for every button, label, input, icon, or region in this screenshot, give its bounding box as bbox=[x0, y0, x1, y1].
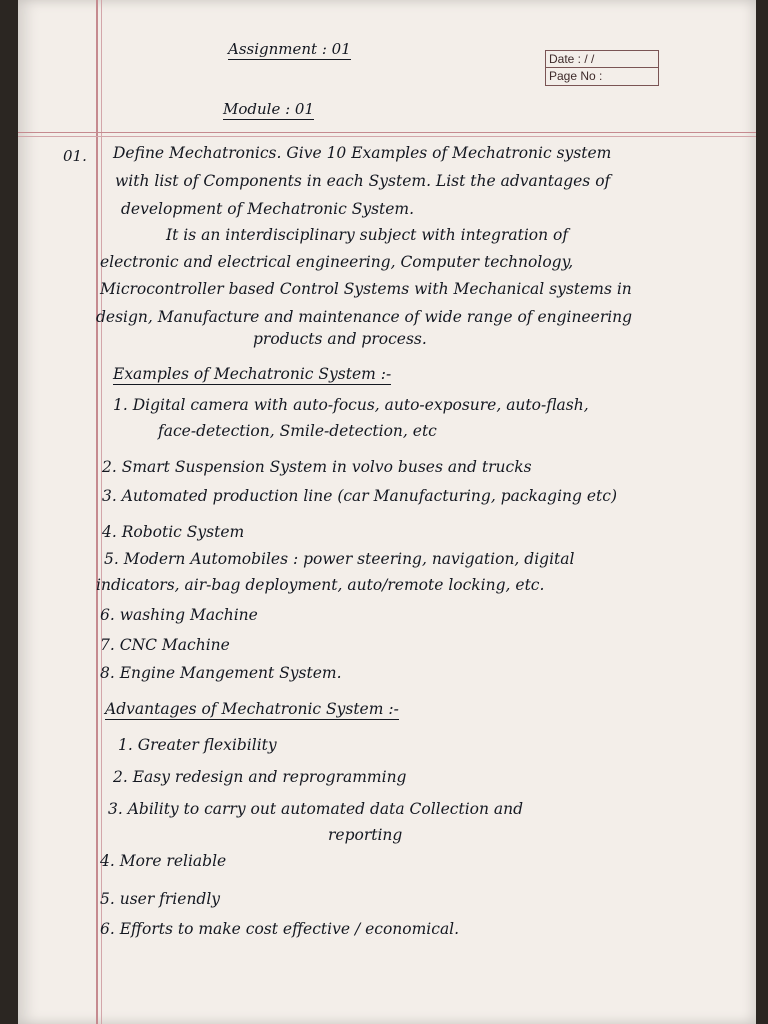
question-line: development of Mechatronic System. bbox=[121, 200, 415, 218]
advantage-item: 1. Greater flexibility bbox=[118, 736, 277, 754]
answer-line: electronic and electrical engineering, Computer technology, bbox=[100, 253, 574, 271]
module-title: Module : 01 bbox=[223, 100, 315, 118]
answer-line: design, Manufacture and maintenance of wide range of engineering bbox=[96, 308, 633, 326]
question-line: Define Mechatronics. Give 10 Examples of Mechatronic system bbox=[113, 144, 612, 162]
advantage-item: 3. Ability to carry out automated data Collection and bbox=[108, 800, 524, 818]
example-item: 4. Robotic System bbox=[102, 523, 245, 541]
advantage-item: 6. Efforts to make cost effective / economical. bbox=[100, 920, 460, 938]
example-item: 3. Automated production line (car Manufacturing, packaging etc) bbox=[102, 487, 618, 505]
example-item: 6. washing Machine bbox=[100, 606, 258, 624]
advantage-item: 4. More reliable bbox=[100, 852, 227, 870]
advantage-item: 5. user friendly bbox=[100, 890, 221, 908]
margin-line-inner bbox=[101, 0, 102, 1024]
example-item: 7. CNC Machine bbox=[100, 636, 230, 654]
advantage-item: reporting bbox=[328, 826, 403, 844]
assignment-title: Assignment : 01 bbox=[228, 40, 351, 58]
example-item: 8. Engine Mangement System. bbox=[100, 664, 342, 682]
advantages-heading: Advantages of Mechatronic System :- bbox=[105, 700, 399, 718]
example-item: 5. Modern Automobiles : power steering, navigation, digital bbox=[104, 550, 575, 568]
question-number: 01. bbox=[63, 147, 87, 165]
date-box bbox=[545, 50, 659, 86]
top-rule-inner bbox=[18, 136, 756, 137]
answer-line: Microcontroller based Control Systems with Mechanical systems in bbox=[100, 280, 632, 298]
question-line: with list of Components in each System. List the advantages of bbox=[115, 172, 611, 190]
example-item: 1. Digital camera with auto-focus, auto-exposure, auto-flash, bbox=[113, 396, 589, 414]
answer-line: It is an interdisciplinary subject with integration of bbox=[166, 226, 569, 244]
advantage-item: 2. Easy redesign and reprogramming bbox=[113, 768, 407, 786]
example-item: indicators, air-bag deployment, auto/remote locking, etc. bbox=[96, 576, 545, 594]
date-label: Date : / / bbox=[546, 51, 658, 68]
page-number-label: Page No : bbox=[549, 69, 603, 83]
notebook-page bbox=[18, 0, 756, 1024]
top-rule bbox=[18, 132, 756, 133]
examples-heading: Examples of Mechatronic System :- bbox=[113, 365, 392, 383]
example-item: face-detection, Smile-detection, etc bbox=[158, 422, 437, 440]
answer-line: products and process. bbox=[253, 330, 427, 348]
example-item: 2. Smart Suspension System in volvo buses and trucks bbox=[102, 458, 532, 476]
margin-line bbox=[96, 0, 98, 1024]
